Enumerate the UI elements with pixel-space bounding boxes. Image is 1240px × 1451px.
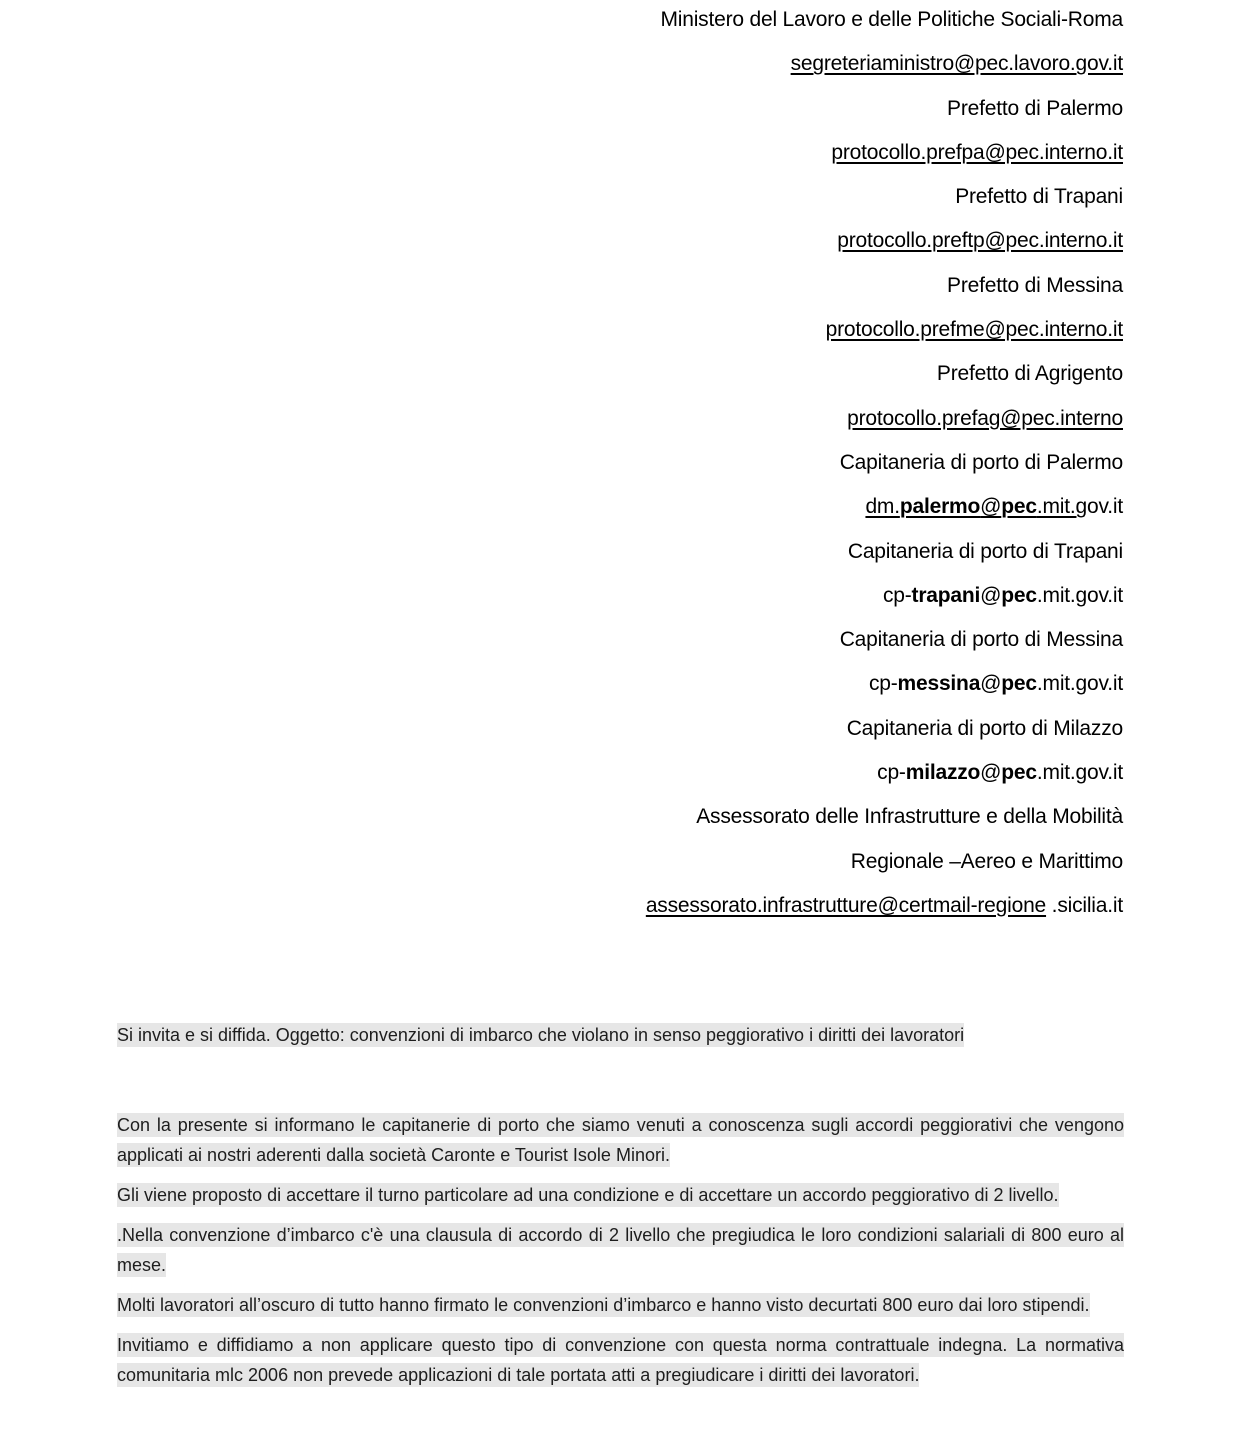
- recipient-name: [117, 530, 1123, 574]
- recipient-text-segment: Capitaneria di porto di Trapani: [847, 539, 1123, 563]
- recipient-text-segment: pec: [1001, 672, 1037, 696]
- recipient-text-segment: pec: [1001, 761, 1037, 785]
- recipient-email-link[interactable]: [117, 397, 1123, 441]
- recipient-name: [117, 352, 1123, 396]
- recipient-text-segment: protocollo.preftp@pec.interno.it: [837, 229, 1123, 253]
- recipient-name: [117, 618, 1123, 662]
- recipient-email-link[interactable]: [117, 219, 1123, 263]
- recipient-text-segment: Capitaneria di porto di Milazzo: [846, 716, 1123, 740]
- highlighted-text: Gli viene proposto di accettare il turno particolare ad una condizione e di accettare un accordo peggiorativo di 2 livello.: [117, 1185, 1059, 1205]
- recipient-text-segment: @: [980, 761, 1002, 785]
- recipient-text-segment: @: [980, 495, 1002, 519]
- recipient-text-segment: Prefetto di Palermo: [947, 96, 1123, 120]
- recipient-email-link[interactable]: [117, 485, 1123, 529]
- recipient-text-segment: messina: [897, 672, 981, 696]
- recipient-text-segment: @: [980, 583, 1002, 607]
- recipient-text-segment: trapani: [911, 583, 981, 607]
- recipient-text-segment: milazzo: [905, 761, 981, 785]
- recipient-name: [117, 840, 1123, 884]
- recipient-text-segment: @: [980, 672, 1002, 696]
- body-paragraph: [117, 1290, 1124, 1320]
- recipient-text-segment: Prefetto di Trapani: [955, 185, 1123, 209]
- recipient-email-link[interactable]: [117, 751, 1123, 795]
- recipient-email-link[interactable]: [117, 42, 1123, 86]
- recipient-text-segment: Assessorato delle Infrastrutture e della Mobilità: [696, 805, 1123, 829]
- subject-text: Si invita e si diffida. Oggetto: convenzioni di imbarco che violano in senso peggiorativo i diritti dei lavoratori: [117, 1025, 965, 1045]
- recipient-name: [117, 264, 1123, 308]
- recipient-name: [117, 175, 1123, 219]
- recipient-text-segment: protocollo.prefag@pec.interno: [847, 406, 1123, 430]
- recipient-text-segment: Regionale –Aereo e Marittimo: [850, 849, 1123, 873]
- recipient-text-segment: pec: [1001, 495, 1037, 519]
- recipient-text-segment: .mit.gov.it: [1036, 672, 1123, 696]
- recipient-email-link[interactable]: [117, 574, 1123, 618]
- subject-line: [117, 1020, 1124, 1050]
- recipient-email-link[interactable]: [117, 662, 1123, 706]
- recipient-text-segment: segreteriaministro@pec.lavoro.gov.it: [790, 52, 1123, 76]
- recipient-text-segment: assessorato.infrastrutture@certmail-regione: [645, 893, 1047, 917]
- recipient-text-segment: cp-: [882, 583, 912, 607]
- body-paragraph: [117, 1110, 1124, 1170]
- recipient-text-segment: cp-: [877, 761, 906, 785]
- recipient-email-link[interactable]: [117, 308, 1123, 352]
- recipient-text-segment: pec: [1001, 583, 1037, 607]
- recipient-text-segment: ov.it: [1087, 495, 1123, 519]
- highlighted-text: .Nella convenzione d’imbarco c'è una clausula di accordo di 2 livello che pregiudica le loro condizioni salariali di 800 euro al mese.: [117, 1225, 1124, 1275]
- recipient-name: [117, 87, 1123, 131]
- recipient-name: [117, 707, 1123, 751]
- highlighted-text: Molti lavoratori all’oscuro di tutto hanno firmato le convenzioni d’imbarco e hanno visto decurtati 800 euro dai loro stipendi.: [117, 1295, 1090, 1315]
- recipient-email-link[interactable]: [117, 884, 1123, 928]
- recipient-text-segment: Prefetto di Agrigento: [936, 362, 1123, 386]
- recipients-list: [117, 0, 1123, 928]
- body-paragraph: [117, 1330, 1124, 1390]
- recipient-name: [117, 0, 1123, 42]
- recipient-text-segment: .mit.g: [1036, 495, 1088, 519]
- highlighted-text: Invitiamo e diffidiamo a non applicare questo tipo di convenzione con questa norma contrattuale indegna. La normativa comunitaria mlc 2006 non prevede applicazioni di tale portata atti a pregiudicare i diritti dei lavoratori.: [117, 1335, 1124, 1385]
- body-paragraph: [117, 1180, 1124, 1210]
- recipient-name: [117, 441, 1123, 485]
- recipient-text-segment: .mit.gov.it: [1036, 761, 1123, 785]
- recipient-email-link[interactable]: [117, 131, 1123, 175]
- recipient-text-segment: .mit.gov.it: [1036, 583, 1123, 607]
- recipient-text-segment: protocollo.prefme@pec.interno.it: [825, 318, 1123, 342]
- letter-body: [117, 1020, 1124, 1400]
- recipient-text-segment: protocollo.prefpa@pec.interno.it: [831, 140, 1123, 164]
- recipient-text-segment: dm.: [865, 495, 900, 519]
- recipient-name: [117, 795, 1123, 839]
- highlighted-text: Con la presente si informano le capitanerie di porto che siamo venuti a conoscenza sugli accordi peggiorativi che vengono applicati ai nostri aderenti dalla società Caronte e Tourist Isole Minori.: [117, 1115, 1124, 1165]
- body-paragraphs: [117, 1110, 1124, 1390]
- recipient-text-segment: Capitaneria di porto di Palermo: [839, 450, 1123, 474]
- body-paragraph: [117, 1220, 1124, 1280]
- recipient-text-segment: Capitaneria di porto di Messina: [839, 628, 1123, 652]
- recipient-text-segment: palermo: [899, 495, 981, 519]
- recipient-text-segment: cp-: [868, 672, 898, 696]
- recipient-text-segment: Ministero del Lavoro e delle Politiche Sociali-Roma: [660, 8, 1123, 31]
- recipient-text-segment: Prefetto di Messina: [947, 273, 1123, 297]
- recipient-text-segment: .sicilia.it: [1046, 893, 1123, 917]
